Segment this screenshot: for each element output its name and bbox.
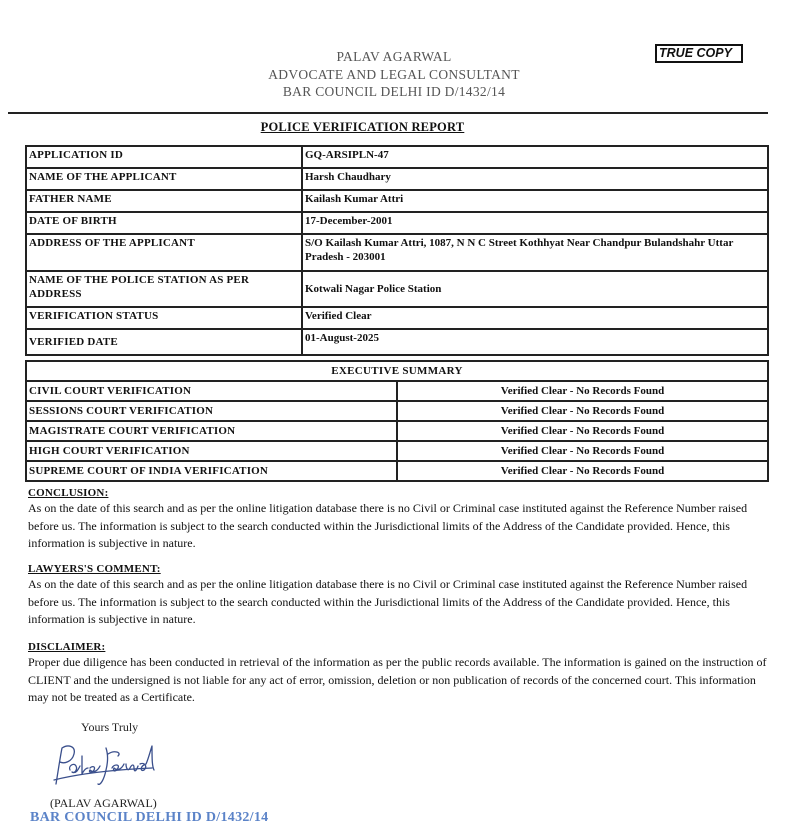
row-value: 01-August-2025 xyxy=(302,329,768,355)
row-value: GQ-ARSIPLN-47 xyxy=(302,146,768,168)
header-divider xyxy=(8,112,768,114)
row-label: ADDRESS OF THE APPLICANT xyxy=(26,234,302,271)
lawyers-comment-text: As on the date of this search and as per the online litigation database there is no Civil or Criminal case instituted against the Reference Number raised before us. The information is subject to the search conducted within the Jurisdictional limits of the Address of the Candidate provided. Hence, this information is subjective in nature. xyxy=(28,577,748,626)
table-row xyxy=(26,271,768,307)
table-row xyxy=(26,307,768,329)
row-label: NAME OF THE APPLICANT xyxy=(26,168,302,190)
signatory-name: (PALAV AGARWAL) xyxy=(50,796,157,810)
row-value: S/O Kailash Kumar Attri, 1087, N N C Street Kothhyat Near Chandpur Bulandshahr Uttar Pradesh - 203001 xyxy=(302,234,768,271)
row-value: Verified Clear - No Records Found xyxy=(397,441,768,461)
lawyers-comment-heading: LAWYERS'S COMMENT: xyxy=(28,563,161,575)
row-value: Kotwali Nagar Police Station xyxy=(302,271,768,307)
row-label: CIVIL COURT VERIFICATION xyxy=(26,381,397,401)
row-value: Verified Clear - No Records Found xyxy=(397,401,768,421)
row-label: DATE OF BIRTH xyxy=(26,212,302,234)
row-value: Kailash Kumar Attri xyxy=(302,190,768,212)
lawyers-comment-section xyxy=(28,563,768,629)
bar-council-id: BAR COUNCIL DELHI ID D/1432/14 xyxy=(282,84,506,99)
conclusion-section xyxy=(28,487,768,553)
row-label: NAME OF THE POLICE STATION AS PER ADDRESS xyxy=(26,271,302,307)
row-label: MAGISTRATE COURT VERIFICATION xyxy=(26,421,397,441)
table-row xyxy=(26,212,768,234)
table-row xyxy=(26,146,768,168)
advocate-name: PALAV AGARWAL xyxy=(336,49,452,64)
row-value: 17-December-2001 xyxy=(302,212,768,234)
executive-summary-table xyxy=(25,360,769,482)
table-row xyxy=(26,441,768,461)
row-value: Verified Clear xyxy=(302,307,768,329)
disclaimer-text: Proper due diligence has been conducted in retrieval of the information as per the public records available. The information is gained on the instruction of CLIENT and the undersigned is not liable for any act of error, omission, deletion or non publication of records of the concerned court. This information may not be treated as a Certificate. xyxy=(28,655,767,704)
table-row xyxy=(26,381,768,401)
disclaimer-heading: DISCLAIMER: xyxy=(28,641,106,653)
conclusion-text: As on the date of this search and as per the online litigation database there is no Civil or Criminal case instituted against the Reference Number raised before us. The information is subject to the search conducted within the Jurisdictional limits of the Address of the Candidate provided. Hence, this information is subjective in nature. xyxy=(28,501,748,550)
row-label: VERIFIED DATE xyxy=(26,329,302,355)
advocate-designation: ADVOCATE AND LEGAL CONSULTANT xyxy=(268,66,520,82)
conclusion-heading: CONCLUSION: xyxy=(28,487,109,499)
table-row xyxy=(26,361,768,381)
table-row xyxy=(26,329,768,355)
table-row xyxy=(26,401,768,421)
handwritten-signature xyxy=(48,740,168,790)
table-row xyxy=(26,234,768,271)
applicant-info-table xyxy=(25,145,769,356)
executive-summary-title: EXECUTIVE SUMMARY xyxy=(26,361,768,381)
table-row xyxy=(26,190,768,212)
row-value: Verified Clear - No Records Found xyxy=(397,381,768,401)
table-row xyxy=(26,461,768,481)
table-row xyxy=(26,168,768,190)
report-title: POLICE VERIFICATION REPORT xyxy=(260,120,465,134)
row-value: Harsh Chaudhary xyxy=(302,168,768,190)
disclaimer-section xyxy=(28,641,768,707)
row-label: SESSIONS COURT VERIFICATION xyxy=(26,401,397,421)
closing-salutation: Yours Truly xyxy=(81,720,139,734)
table-row xyxy=(26,421,768,441)
row-label: APPLICATION ID xyxy=(26,146,302,168)
row-label: FATHER NAME xyxy=(26,190,302,212)
row-value: Verified Clear - No Records Found xyxy=(397,421,768,441)
row-label: SUPREME COURT OF INDIA VERIFICATION xyxy=(26,461,397,481)
row-label: HIGH COURT VERIFICATION xyxy=(26,441,397,461)
signatory-bar-council-id: BAR COUNCIL DELHI ID D/1432/14 xyxy=(30,810,269,825)
row-value: Verified Clear - No Records Found xyxy=(397,461,768,481)
true-copy-stamp: TRUE COPY xyxy=(655,44,743,63)
row-label: VERIFICATION STATUS xyxy=(26,307,302,329)
